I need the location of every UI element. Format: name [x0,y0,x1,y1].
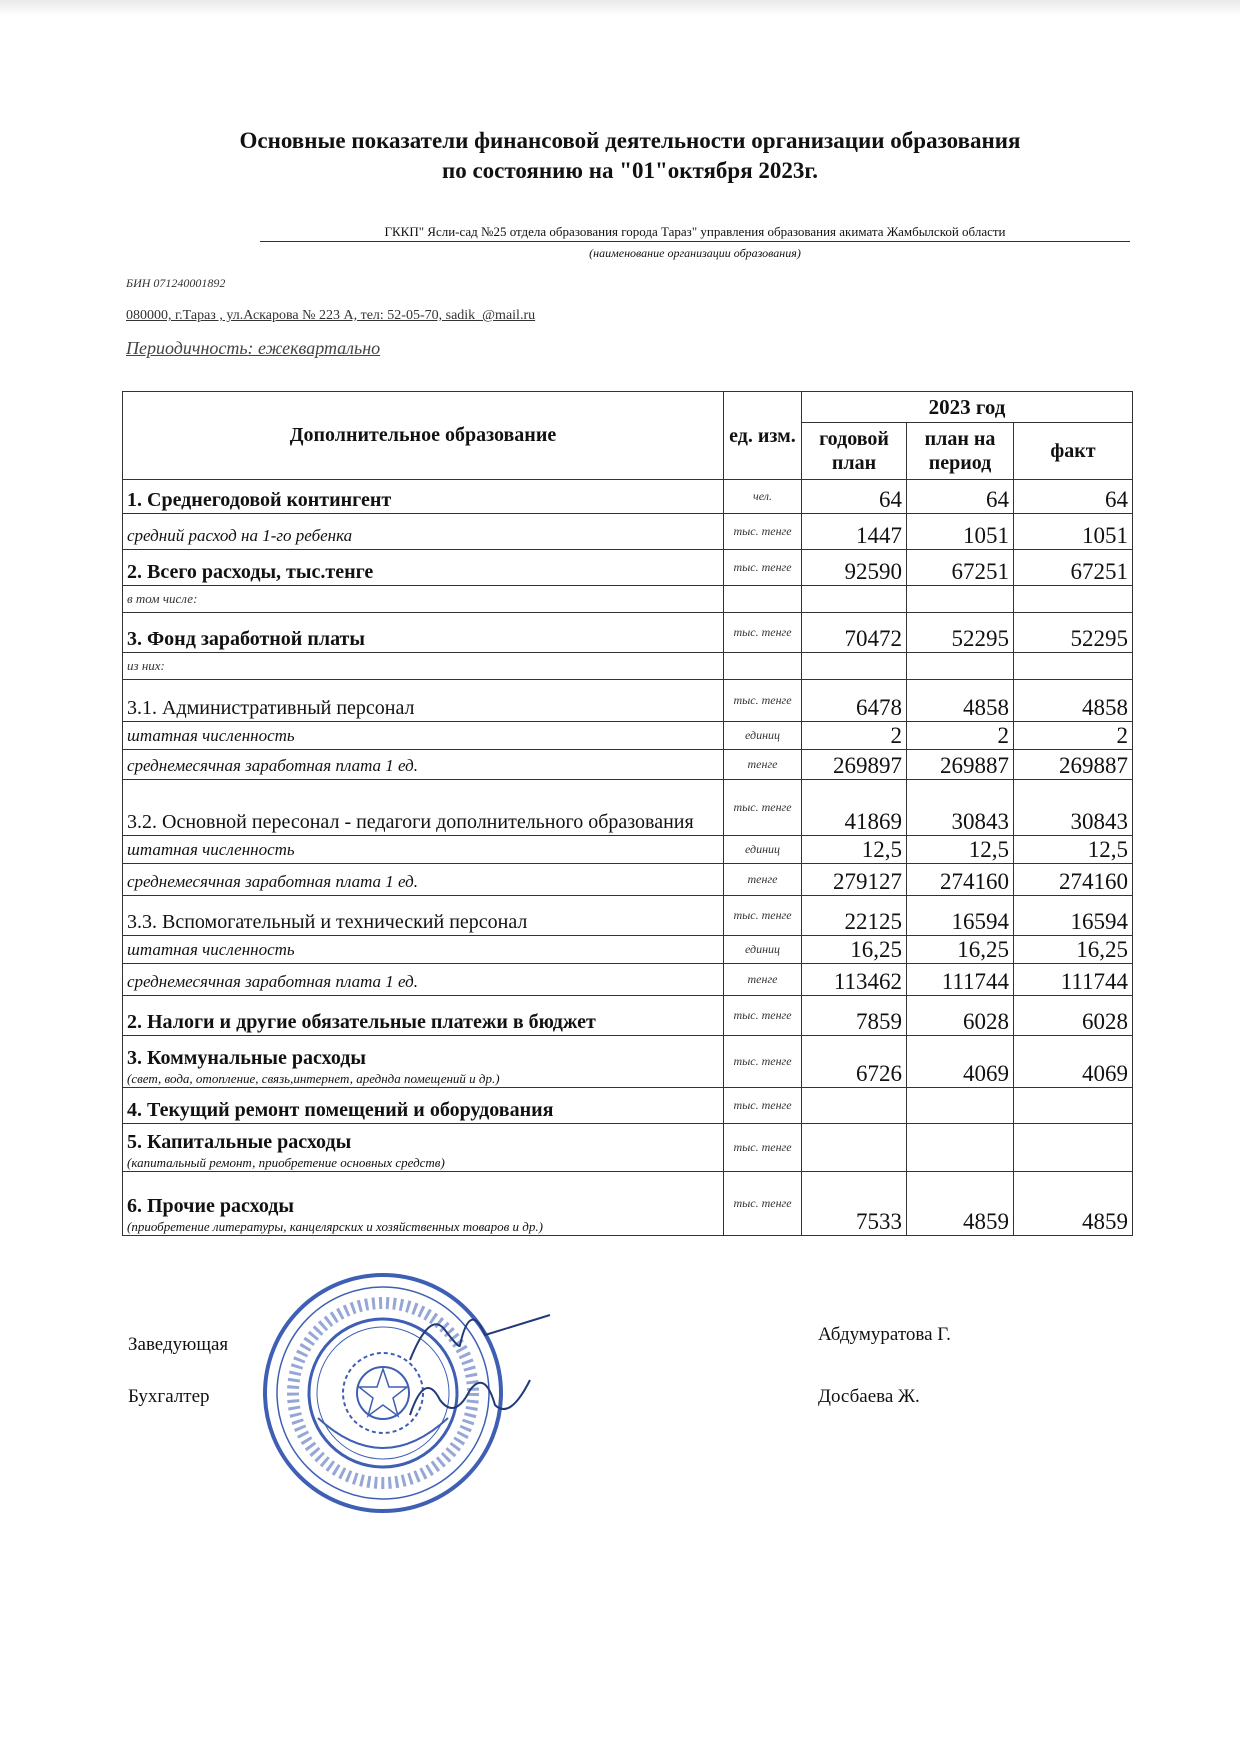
row-label [123,936,724,964]
row-label [123,653,724,680]
table-row [123,780,1133,836]
row-label [123,1124,724,1172]
row-fact-value [1014,653,1133,680]
organization-underline [260,241,1130,242]
row-label-text: 3.1. Административный персонал [127,697,415,719]
row-label-text: штатная численность [127,840,295,859]
title-line-2: по состоянию на "01"октября 2023г. [441,158,819,183]
row-label-text: в том числе: [127,591,198,606]
row-label-text: 2. Налоги и другие обязательные платежи в бюджет [127,1011,596,1033]
row-unit: тыс. тенге [724,1124,802,1172]
row-annual-value: 7859 [802,996,907,1036]
row-unit: тыс. тенге [724,613,802,653]
row-label [123,514,724,550]
row-unit: тенге [724,750,802,780]
row-unit: тенге [724,964,802,996]
row-label [123,722,724,750]
row-unit: тенге [724,864,802,896]
row-period-value: 30843 [907,780,1014,836]
row-label [123,750,724,780]
row-label-note: (приобретение литературы, канцелярских и хозяйственных товаров и др.) [127,1219,543,1234]
title-line-1: Основные показатели финансовой деятельности организации образования [239,128,1021,153]
row-fact-value [1014,586,1133,613]
row-label-text: среднемесячная заработная плата 1 ед. [127,872,419,891]
row-fact-value: 6028 [1014,996,1133,1036]
header-year: 2023 год [802,392,1133,423]
row-unit [724,586,802,613]
row-period-value: 64 [907,480,1014,514]
table-row [123,722,1133,750]
table-row [123,480,1133,514]
row-label-text: средний расход на 1-го ребенка [127,526,353,545]
table-row [123,750,1133,780]
row-label-text: 3.3. Вспомогательный и технический персонал [127,911,528,933]
table-row [123,896,1133,936]
row-annual-value: 2 [802,722,907,750]
table-row [123,1088,1133,1124]
row-unit: тыс. тенге [724,996,802,1036]
row-label [123,1172,724,1236]
table-row [123,1036,1133,1088]
row-annual-value [802,653,907,680]
head-signature-title: Заведующая [128,1334,229,1355]
row-fact-value: 16,25 [1014,936,1133,964]
row-annual-value: 7533 [802,1172,907,1236]
row-label-text: 4. Текущий ремонт помещений и оборудования [127,1099,554,1121]
row-fact-value: 274160 [1014,864,1133,896]
row-unit: единиц [724,836,802,864]
row-unit: тыс. тенге [724,1088,802,1124]
accountant-signature-scribble [400,1360,550,1430]
organization-name: ГККП" Ясли-сад №25 отдела образования города Тараз" управления образования акимата Жамбылской области [384,224,1006,239]
row-fact-value: 1051 [1014,514,1133,550]
row-period-value: 274160 [907,864,1014,896]
row-label [123,864,724,896]
row-period-value: 4069 [907,1036,1014,1088]
row-period-value: 4858 [907,680,1014,722]
row-label-note: (капитальный ремонт, приобретение основных средств) [127,1155,445,1170]
row-unit [724,653,802,680]
row-label [123,964,724,996]
row-label-text: среднемесячная заработная плата 1 ед. [127,972,419,991]
table-row [123,964,1133,996]
row-period-value: 67251 [907,550,1014,586]
table-row [123,1172,1133,1236]
row-period-value: 1051 [907,514,1014,550]
row-label-text: 3.2. Основной пересонал - педагоги дополнительного образования [127,811,694,833]
row-annual-value [802,1124,907,1172]
row-fact-value: 16594 [1014,896,1133,936]
row-label [123,896,724,936]
row-fact-value: 4858 [1014,680,1133,722]
row-label-text: штатная численность [127,940,295,959]
row-label [123,996,724,1036]
row-unit: тыс. тенге [724,1036,802,1088]
head-signature-name: Абдумуратова Г. [818,1324,951,1345]
accountant-signature-name: Досбаева Ж. [818,1386,920,1407]
table-row [123,680,1133,722]
row-period-value [907,653,1014,680]
row-label [123,780,724,836]
organization-address: 080000, г.Тараз , ул.Аскарова № 223 А, тел: 52-05-70, sadik_@mail.ru [126,308,536,323]
row-annual-value: 22125 [802,896,907,936]
table-row [123,514,1133,550]
row-label-text: 5. Капитальные расходы [127,1131,352,1153]
header-unit: ед. изм. [724,392,802,480]
accountant-signature-title: Бухгалтер [128,1386,210,1407]
row-fact-value: 2 [1014,722,1133,750]
row-annual-value: 92590 [802,550,907,586]
row-annual-value: 1447 [802,514,907,550]
row-annual-value: 279127 [802,864,907,896]
row-period-value: 4859 [907,1172,1014,1236]
table-row [123,613,1133,653]
row-label-text: штатная численность [127,726,295,745]
row-label-text: из них: [127,658,165,673]
financial-indicators-table [122,391,1133,1236]
table-row [123,586,1133,613]
row-label [123,680,724,722]
row-unit: единиц [724,722,802,750]
row-fact-value [1014,1088,1133,1124]
bin-number: БИН 071240001892 [126,276,226,290]
row-label [123,613,724,653]
report-periodicity: Периодичность: ежеквартально [126,338,381,358]
table-row [123,550,1133,586]
row-label-text: 6. Прочие расходы [127,1195,294,1217]
row-period-value [907,586,1014,613]
row-label-text: 3. Коммунальные расходы [127,1047,367,1069]
table-row [123,936,1133,964]
row-annual-value: 113462 [802,964,907,996]
row-period-value: 111744 [907,964,1014,996]
row-label-text: 2. Всего расходы, тыс.тенге [127,561,374,583]
row-unit: тыс. тенге [724,514,802,550]
row-period-value: 52295 [907,613,1014,653]
page-top-edge [0,0,1240,16]
row-label [123,480,724,514]
row-period-value [907,1124,1014,1172]
row-fact-value: 4069 [1014,1036,1133,1088]
row-period-value [907,1088,1014,1124]
row-fact-value [1014,1124,1133,1172]
row-fact-value: 4859 [1014,1172,1133,1236]
header-period-plan: план на период [907,423,1014,480]
row-period-value: 269887 [907,750,1014,780]
organization-caption: (наименование организации образования) [589,246,801,260]
header-fact: факт [1014,423,1133,480]
row-label [123,1036,724,1088]
row-unit: тыс. тенге [724,896,802,936]
table-row [123,996,1133,1036]
row-period-value: 2 [907,722,1014,750]
row-period-value: 16594 [907,896,1014,936]
row-unit: тыс. тенге [724,680,802,722]
table-row [123,864,1133,896]
row-fact-value: 12,5 [1014,836,1133,864]
row-annual-value: 70472 [802,613,907,653]
row-unit: тыс. тенге [724,780,802,836]
row-label-text: 3. Фонд заработной платы [127,628,365,650]
table-row [123,1124,1133,1172]
row-period-value: 16,25 [907,936,1014,964]
header-main: Дополнительное образование [123,392,724,480]
document-title [140,126,1120,186]
row-label [123,550,724,586]
row-label [123,586,724,613]
row-label-note: (свет, вода, отопление, связь,интернет, ареднда помещений и др.) [127,1071,500,1086]
row-annual-value [802,1088,907,1124]
row-period-value: 6028 [907,996,1014,1036]
row-label-text: среднемесячная заработная плата 1 ед. [127,756,419,775]
row-fact-value: 111744 [1014,964,1133,996]
header-annual-plan: годовой план [802,423,907,480]
row-unit: чел. [724,480,802,514]
row-annual-value [802,586,907,613]
row-fact-value: 52295 [1014,613,1133,653]
row-annual-value: 41869 [802,780,907,836]
row-label [123,1088,724,1124]
row-fact-value: 64 [1014,480,1133,514]
row-annual-value: 64 [802,480,907,514]
table-row [123,836,1133,864]
table-body [123,480,1133,1236]
row-annual-value: 269897 [802,750,907,780]
table-header-row [123,392,1133,423]
row-label-text: 1. Среднегодовой контингент [127,489,392,511]
table-row [123,653,1133,680]
row-fact-value: 67251 [1014,550,1133,586]
row-fact-value: 30843 [1014,780,1133,836]
row-annual-value: 6726 [802,1036,907,1088]
row-annual-value: 6478 [802,680,907,722]
row-label [123,836,724,864]
row-unit: единиц [724,936,802,964]
row-period-value: 12,5 [907,836,1014,864]
row-fact-value: 269887 [1014,750,1133,780]
row-annual-value: 16,25 [802,936,907,964]
row-unit: тыс. тенге [724,1172,802,1236]
row-unit: тыс. тенге [724,550,802,586]
row-annual-value: 12,5 [802,836,907,864]
